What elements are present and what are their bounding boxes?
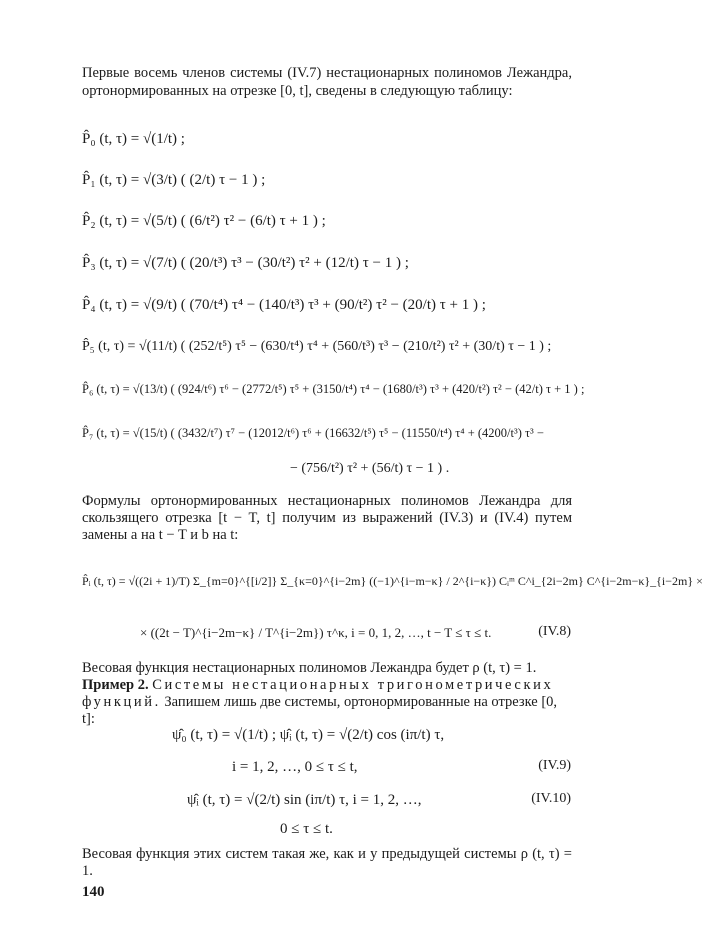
example-text: Запишем лишь две системы, ортонормированные на отрезке [0, t]: bbox=[82, 694, 558, 727]
formula-p5: P̂₅ (t, τ) = √(11/t) ( (252/t⁵) τ⁵ − (630/t⁴) τ⁴ + (560/t³) τ³ − (210/t²) τ² + (30/t) τ − 1 ) ; bbox=[82, 339, 552, 354]
formula-p1: P̂₁ (t, τ) = √(3/t) ( (2/t) τ − 1 ) ; bbox=[82, 172, 266, 188]
formula-p4: P̂₄ (t, τ) = √(9/t) ( (70/t⁴) τ⁴ − (140/t³) τ³ + (90/t²) τ² − (20/t) τ + 1 ) ; bbox=[82, 297, 486, 313]
formula-p2: P̂₂ (t, τ) = √(5/t) ( (6/t²) τ² − (6/t) τ + 1 ) ; bbox=[82, 213, 326, 229]
weight-function-trig: Весовая функция этих систем такая же, как и у предыдущей системы ρ (t, τ) = 1. bbox=[82, 846, 572, 879]
intro-paragraph: Первые восемь членов системы (IV.7) нестационарных полиномов Лежандра, ортонормированных на отрезке [0, t], сведены в следующую таблицу: bbox=[82, 65, 572, 99]
formula-iv8-line2: × ((2t − T)^{i−2m−κ} / T^{i−2m}) τ^κ, i = 0, 1, 2, …, t − T ≤ τ ≤ t. bbox=[140, 625, 492, 640]
formula-p6: P̂₆ (t, τ) = √(13/t) ( (924/t⁶) τ⁶ − (2772/t⁵) τ⁵ + (3150/t⁴) τ⁴ − (1680/t³) τ³ + (420/t²) τ² − (42/t) τ + 1 ) ; bbox=[82, 382, 585, 396]
example-2-paragraph bbox=[82, 677, 572, 728]
example-title: Системы нестационарных тригонометрических функций. bbox=[82, 677, 554, 710]
formula-iv9-line1: ψ̂₀ (t, τ) = √(1/t) ; ψ̂ᵢ (t, τ) = √(2/t) cos (iπ/t) τ, bbox=[172, 727, 445, 743]
page-number: 140 bbox=[82, 884, 105, 900]
formula-iv9-line2: i = 1, 2, …, 0 ≤ τ ≤ t, bbox=[232, 759, 358, 775]
formula-iv10-line2: 0 ≤ τ ≤ t. bbox=[280, 821, 333, 837]
equation-number-iv9: (IV.9) bbox=[538, 758, 571, 773]
formula-iv10-line1: ψ̂ᵢ (t, τ) = √(2/t) sin (iπ/t) τ, i = 1, 2, …, bbox=[187, 792, 422, 808]
formula-iv8-line1: P̂ᵢ (t, τ) = √((2i + 1)/T) Σ_{m=0}^{[i/2]} Σ_{κ=0}^{i−2m} ((−1)^{i−m−κ} / 2^{i−κ}) Cᵢᵐ C^i_{2i−2m} C^{i−2m−κ}_{i−2m} × bbox=[82, 574, 703, 588]
formula-p7-continued: − (756/t²) τ² + (56/t) τ − 1 ) . bbox=[290, 461, 450, 476]
sliding-interval-paragraph: Формулы ортонормированных нестационарных полиномов Лежандра для скользящего отрезка [t − T, t] получим из выражений (IV.3) и (IV.4) путем замены a на t − T и b на t: bbox=[82, 493, 572, 543]
example-label: Пример 2. bbox=[82, 677, 149, 693]
formula-p0: P̂₀ (t, τ) = √(1/t) ; bbox=[82, 131, 185, 147]
equation-number-iv10: (IV.10) bbox=[531, 791, 571, 806]
formula-p3: P̂₃ (t, τ) = √(7/t) ( (20/t³) τ³ − (30/t²) τ² + (12/t) τ − 1 ) ; bbox=[82, 255, 409, 271]
weight-function-legendre: Весовая функция нестационарных полиномов Лежандра будет ρ (t, τ) = 1. bbox=[82, 660, 537, 676]
formula-p7: P̂₇ (t, τ) = √(15/t) ( (3432/t⁷) τ⁷ − (12012/t⁶) τ⁶ + (16632/t⁵) τ⁵ − (11550/t⁴) τ⁴ + (4200/t³) τ³ − bbox=[82, 426, 544, 440]
equation-number-iv8: (IV.8) bbox=[538, 624, 571, 639]
